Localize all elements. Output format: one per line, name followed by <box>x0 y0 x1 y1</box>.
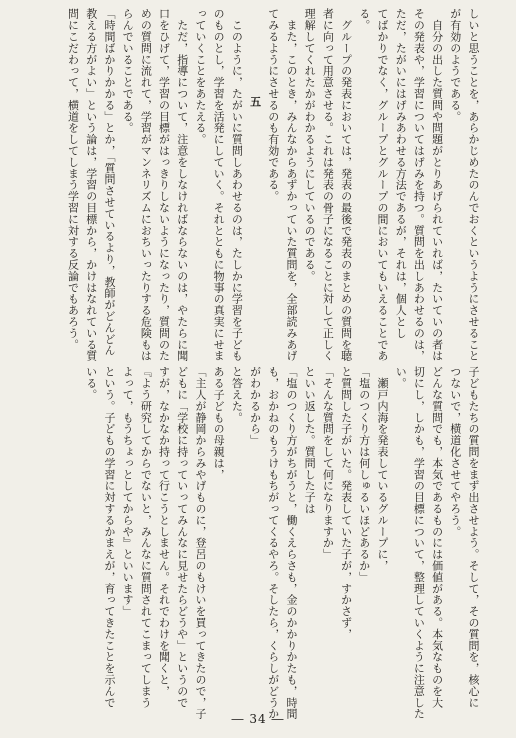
text-line: どもに「学校に持っていってみんなに見せたらどうや」というので <box>175 366 189 708</box>
text-line: る。 <box>357 8 371 31</box>
text-line: らんでいることである。 <box>121 8 135 134</box>
text-line: と質問した子がいた。発表していた子が，すかさず， <box>339 366 353 640</box>
text-line: いる。 <box>84 366 98 401</box>
text-line: すが，なかなか持って行こうとしません。それでわけを聞くと， <box>157 366 171 697</box>
text-line: グループの発表においては，発表の最後で発表のまとめの質問を聴 <box>339 8 353 362</box>
upper-text-column <box>30 8 482 362</box>
text-line: 自分の出した質問や問題がとりあげられていれば，たいていの者は <box>430 8 444 362</box>
text-line: めの質問に流れて，学習がマンネリズムにおちいったりする危険もは <box>139 8 153 362</box>
text-line: 「時間ばかりかかる」とか，「質問させているより，教師がどんどん <box>102 8 116 356</box>
section-heading: 五 <box>248 96 262 108</box>
text-line: てばかりでなく，グループとグループの間においてもいえることであ <box>375 8 389 362</box>
text-line: っていくことをあたえる。 <box>193 8 207 145</box>
text-line: が有効のようである。 <box>448 8 462 122</box>
text-line: 『よう研究してからでないと，みんなに質問されてこまってしまう <box>139 366 153 708</box>
text-line: ある子どもの母親は， <box>212 366 226 480</box>
text-line: どんな質問でも，本気であるものには価値がある。本気なものを大 <box>430 366 444 708</box>
text-line: ただ，たがいにはげみあわせる方法であるが，それは，個人とし <box>394 8 408 339</box>
text-line: つないで，横道化させてやろう。 <box>448 366 462 537</box>
text-line: 「塩のつくり方がちがうと，働くえらさも，金のかかりかたも，時間 <box>284 366 298 720</box>
text-line: がわかるから」 <box>248 366 262 446</box>
text-line: 教える方がよい」という論は，学習の目標から，かけはなれている質 <box>84 8 98 362</box>
text-line: よって，もうちょっとしてからや』といいます」 <box>121 366 135 617</box>
text-line: も，おかねのもうけもちがってくるやろ。そしたら，くらしがどうか <box>266 366 280 720</box>
text-line: また，このとき，みんなからあずかっていた質問を，全部読みあげ <box>284 8 298 362</box>
text-line: 「主人が静岡からみやげものに，登呂のもけいを買ってきたので，子 <box>193 366 207 720</box>
text-line: てみるようにさせるのも有効である。 <box>266 8 280 202</box>
text-line: 切にし，しかも，学習の目標について，整理していくように注意した <box>412 366 426 720</box>
text-line: ただ，指導について，注意をしなければならないのは，やたらに聞 <box>175 8 189 362</box>
text-line: その発表や，学習についてはげみを持つ。質問を出しあわせるのは， <box>412 8 426 362</box>
text-line: のものとし，学習を活発にしていく。それとともに物事の真実にせま <box>212 8 226 362</box>
text-line: 者に向って用意させる。これは発表の骨子になることに対して正しく <box>321 8 335 362</box>
text-line: と答えた。 <box>230 366 244 423</box>
page-number: ― 34 ― <box>231 712 285 726</box>
text-line: 瀬戸内海を発表しているグループに， <box>375 366 389 572</box>
text-line: い。 <box>394 366 408 389</box>
text-line: このように，たがいに質問しあわせるのは，たしかに学習を子ども <box>230 8 244 362</box>
text-line: 「そんな質問をして何になりますか」 <box>321 366 335 560</box>
text-line: 口をひげて，学習の目標がはっきりしないようになったり，質問のた <box>157 8 171 362</box>
text-line: という。子どもの学習に対するかまえが，育ってきたことを示んで <box>102 366 116 708</box>
text-line: しいと思うことを，あらかじめたのんでおくというようにさせること <box>467 8 480 362</box>
text-line: 「塩のつくり方は何しゅるいほどあるか」 <box>357 366 371 583</box>
text-line: 理解してくれたかがわかるようにしているのである。 <box>303 8 317 282</box>
text-line: 子どもたちの質問をまず出させよう。そして，その質問を，核心に <box>467 366 480 708</box>
text-line: 問にこだわって，横道をしてしまう学習に対する反論でもあろう。 <box>66 8 80 350</box>
text-line: といい返した。質問した子は <box>303 366 317 515</box>
